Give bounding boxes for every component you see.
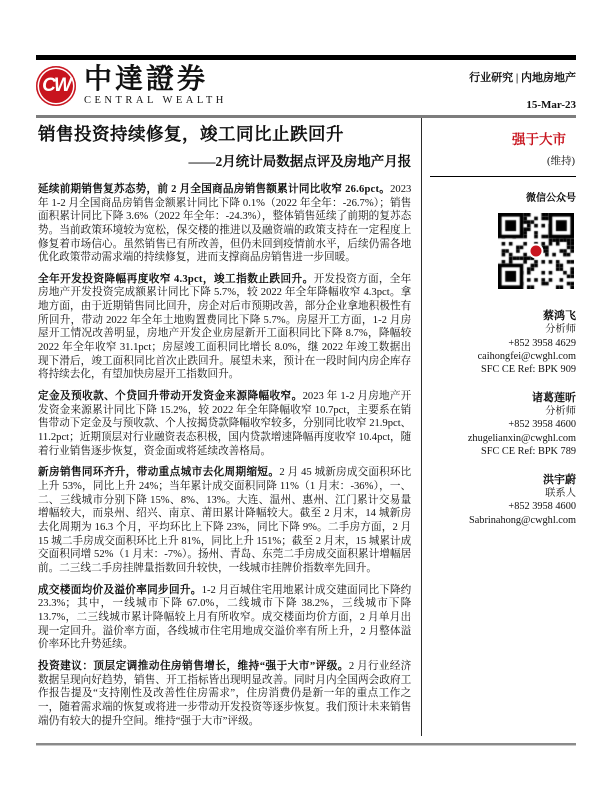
body-paragraphs bbox=[38, 183, 411, 728]
contact-name: 洪宇蔚 bbox=[543, 473, 576, 486]
contact-card bbox=[430, 309, 576, 377]
contact-role: 联系人 bbox=[545, 487, 576, 499]
wechat-label: 微信公众号 bbox=[526, 193, 576, 204]
report-category: 行业研究 | 内地房地产 bbox=[469, 72, 576, 84]
body-paragraph bbox=[38, 183, 411, 265]
paragraph-lead: 新房销售同环齐升，带动重点城市去化周期缩短。 bbox=[38, 467, 280, 479]
contact-phone: +852 3958 4629 bbox=[508, 337, 576, 349]
sidebar-rule bbox=[430, 176, 576, 177]
body-paragraph bbox=[38, 584, 411, 652]
page-title: 销售投资持续修复，竣工同比止跌回升 bbox=[38, 124, 344, 144]
contact-sfc-ref: SFC CE Ref: BPK 909 bbox=[481, 364, 576, 376]
contact-role: 分析师 bbox=[545, 324, 576, 336]
brand-name-cn: 中達證券 bbox=[84, 64, 209, 95]
contact-phone: +852 3958 4600 bbox=[508, 501, 576, 513]
rating-status: (维持) bbox=[547, 156, 575, 167]
page-subtitle: ——2月统计局数据点评及房地产月报 bbox=[188, 153, 412, 169]
contact-name: 蔡鸿飞 bbox=[543, 310, 576, 322]
paragraph-lead: 延续前期销售复苏态势，前 2 月全国商品房销售额累计同比收窄 26.6pct。 bbox=[38, 183, 391, 195]
paragraph-text: 2023 年 1-2 月全国商品房销售金额累计同比下降 0.1%（2022 年全年：-26.7%）；销售面积累计同比下降 3.6%（2022 年全年：-24.3%），整体销售延续了前期的复苏态势。当前政策环境较为宽松，保交楼的推进以及融资端的政策支持在一定程度上修复着市场信心。虽然销售已有所改善，但仍未回到疫情前水平，后续仍需各地优化政策带动需求端的持续修复，进而支撑商品房销售进一步回暖。 bbox=[38, 183, 412, 264]
contact-role: 分析师 bbox=[545, 406, 576, 418]
wechat-qr-code-icon bbox=[498, 213, 574, 289]
analyst-contacts bbox=[430, 309, 576, 527]
paragraph-text: 开发投资方面，全年房地产开发投资完成额累计同比下降 5.7%，较 2022 年全年降幅收窄 4.3pct。拿地方面，由于近期销售同比回升，房企对后市预期改善，部分企业拿地积极性有所回升，带动 2022 年全年土地购置费同比下降 5.7%。房屋开工方面，1-2 月房屋开工情况改善明显，房地产开发企业房屋新开工面积同比下降 8.7%，降幅较 2022 年全年收窄 31.1pct；房屋竣工面积同比增长 8.0%，继 2022 年竣工数据出现下滑后，竣工面积同比首次止跌回升。展望未来，预计在一段时间内房企库存将持续去化，有望加快房屋开工指数回升。 bbox=[38, 273, 412, 381]
paragraph-lead: 定金及预收款、个贷回升带动开发资金来源降幅收窄。 bbox=[38, 391, 303, 403]
paragraph-text: 2 月 45 城新房成交面积环比上升 53%，同比上升 24%；当年累计成交面积同降 11%（1 月末：-36%），一、二、三线城市分别下降 15%、8%、13%。大连、温州、惠州、江门累计交易量增幅较大，而泉州、绍兴、南京、莆田累计降幅较大。截至 2 月末，14 城新房去化周期为 16.3 个月，平均环比上下降 23%，同比下降 9%。二手房方面，2 月 15 城二手房成交面积环比上升 81%，同比上升 151%；截至 2 月末，15 城累计成交面积同增 52%（1 月末：-7%）。扬州、青岛、东莞二手房成交面积累计增幅居前。二三线二手房挂牌量指数回升较快，一线城市挂牌价指数率先回升。 bbox=[38, 467, 412, 574]
paragraph-text: 2 月行业经济数据呈现向好趋势，销售、开工指标皆出现明显改善。同时月内全国两会政府工作报告提及“支持刚性及改善性住房需求”，住房消费仍是新一年的重点工作之一，随着需求端的恢复或将进一步带动开发投资等逐步恢复。我们预计未来销售端仍有较大的提升空间。维持“强于大市”评级。 bbox=[38, 660, 412, 727]
brand-name-en: CENTRAL WEALTH bbox=[84, 95, 227, 106]
contact-phone: +852 3958 4600 bbox=[508, 419, 576, 431]
contact-email: zhugelianxin@cwghl.com bbox=[467, 432, 576, 444]
body-paragraph bbox=[38, 466, 411, 575]
logo-initials: CW bbox=[42, 75, 70, 97]
contact-card bbox=[430, 473, 576, 527]
report-date: 15-Mar-23 bbox=[526, 99, 576, 111]
body-paragraph bbox=[38, 660, 411, 728]
paragraph-lead: 全年开发投资降幅再度收窄 4.3pct，竣工指数止跌回升。 bbox=[38, 273, 314, 285]
contact-name: 诸葛莲昕 bbox=[532, 391, 576, 404]
content-columns bbox=[36, 118, 576, 736]
bottom-rule bbox=[36, 743, 576, 746]
report-page bbox=[36, 55, 576, 736]
paragraph-lead: 成交楼面均价及溢价率同步回升。 bbox=[38, 584, 202, 596]
rating-badge: 强于大市 bbox=[512, 132, 566, 147]
sidebar bbox=[422, 118, 576, 736]
contact-email: caihongfei@cwghl.com bbox=[477, 351, 576, 363]
brand-logo bbox=[36, 66, 227, 107]
contact-email: Sabrinahong@cwghl.com bbox=[469, 514, 576, 526]
body-paragraph bbox=[38, 390, 411, 458]
main-column bbox=[36, 118, 421, 736]
paragraph-text: 2023 年 1-2 月房地产开发资金来源累计同比下降 15.2%，较 2022 年全年降幅收窄 10.7pct，主要系在销售带动下定金及与预收款、个人按揭贷款降幅收窄较多，分别同比收窄 21.9pct、11.2pct；近期顶层对行业融资表态积极，国内贷款增速降幅再度收窄 10.4pct，随着行业销售逐步恢复，资金面或将延续改善格局。 bbox=[38, 391, 412, 457]
body-paragraph bbox=[38, 273, 411, 382]
cw-logo-icon bbox=[36, 66, 76, 106]
qr-center-logo-icon bbox=[529, 244, 544, 259]
paragraph-text: 1-2 月百城住宅用地累计成交建面同比下降约 23.3%；其中，一线城市下降 67.0%，二线城市下降 38.2%，三线城市下降 13.7%，二三线城市累计降幅较上月有所收窄。成交楼面均价方面，2 月单月出现一定回升。溢价率方面，各线城市住宅用地成交溢价率有所上升，2 月整体溢价率环比升势延续。 bbox=[38, 584, 412, 651]
report-header bbox=[36, 60, 576, 115]
contact-sfc-ref: SFC CE Ref: BPK 789 bbox=[481, 446, 576, 458]
paragraph-lead: 投资建议：顶层定调推动住房销售增长，维持“强于大市”评级。 bbox=[38, 660, 349, 672]
contact-card bbox=[430, 391, 576, 459]
